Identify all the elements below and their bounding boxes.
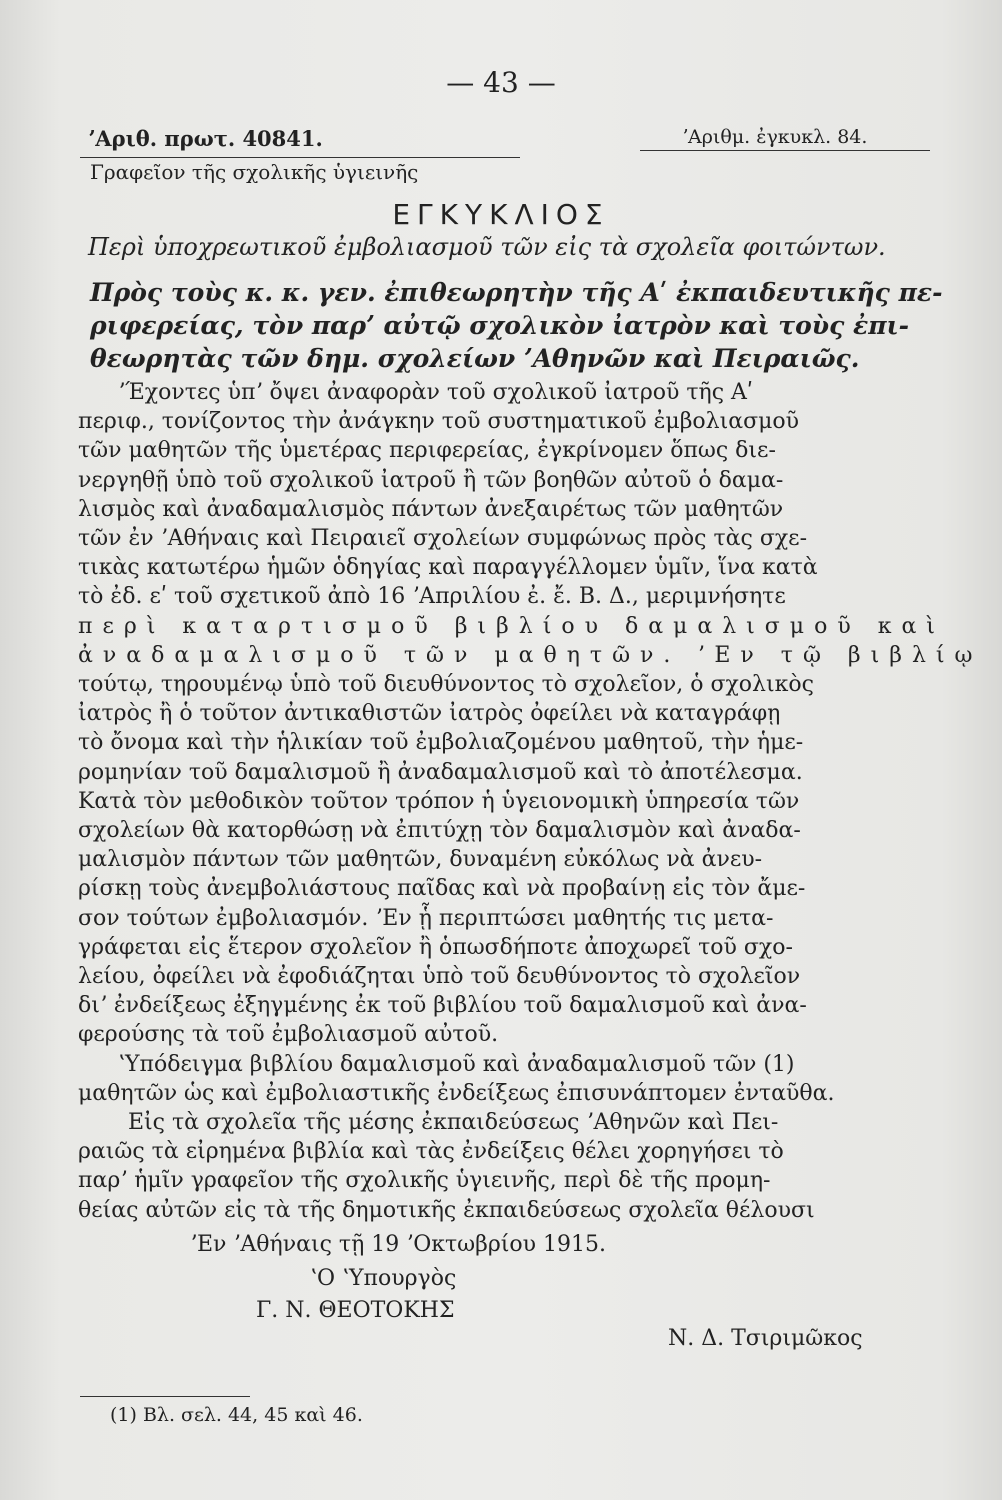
address-line: ριφερείας, τὸν παρʼ αὐτῷ σχολικὸν ἰατρὸν καὶ τοὺς ἐπι- bbox=[90, 311, 910, 340]
body-line: ʼΈχοντες ὑπʼ ὄψει ἀναφορὰν τοῦ σχολικοῦ ἰατροῦ τῆς Αʹ bbox=[118, 380, 754, 405]
body-line: γράφεται εἰς ἕτερον σχολεῖον ἢ ὁπωσδήποτε ἀποχωρεῖ τοῦ σχο- bbox=[78, 935, 793, 960]
body-line: σχολείων θὰ κατορθώσῃ νὰ ἐπιτύχῃ τὸν δαμαλισμὸν καὶ ἀναδα- bbox=[78, 818, 801, 843]
document-subject: Περὶ ὑποχρεωτικοῦ ἐμβολιασμοῦ τῶν εἰς τὰ σχολεῖα φοιτώντων. bbox=[88, 233, 886, 261]
footnote: (1) Βλ. σελ. 44, 45 καὶ 46. bbox=[110, 1404, 363, 1426]
body-line: νεργηθῇ ὑπὸ τοῦ σχολικοῦ ἰατροῦ ἢ τῶν βοηθῶν αὐτοῦ ὁ δαμα- bbox=[78, 468, 784, 493]
body-line: λείου, ὀφείλει νὰ ἐφοδιάζηται ὑπὸ τοῦ δευθύνοντος τὸ σχολεῖον bbox=[78, 964, 801, 989]
body-line: ἀναδαμαλισμοῦ τῶν μαθητῶν. ʼΕν τῷ βιβλίῳ bbox=[78, 643, 983, 668]
body-line: τὸ ὄνομα καὶ τὴν ἡλικίαν τοῦ ἐμβολιαζομένου μαθητοῦ, τὴν ἡμε- bbox=[78, 730, 804, 755]
protocol-number: ʼΑριθ. πρωτ. 40841. bbox=[88, 126, 323, 151]
circular-number: ʼΑριθμ. ἐγκυκλ. 84. bbox=[682, 126, 868, 148]
address-line: θεωρητὰς τῶν δημ. σχολείων ʼΑθηνῶν καὶ Πειραιῶς. bbox=[90, 344, 860, 373]
body-line: ʽΥπόδειγμα βιβλίου δαμαλισμοῦ καὶ ἀναδαμαλισμοῦ τῶν (1) bbox=[118, 1052, 795, 1077]
countersign: Ν. Δ. Τσιριμῶκος bbox=[668, 1326, 863, 1351]
header-rule-right bbox=[640, 150, 930, 151]
body-line: μαθητῶν ὡς καὶ ἐμβολιαστικῆς ἐνδείξεως ἐπισυνάπτομεν ἐνταῦθα. bbox=[78, 1081, 835, 1106]
minister-title: ʽΟ ʽΥπουργὸς bbox=[310, 1266, 457, 1291]
body-line: ρομηνίαν τοῦ δαμαλισμοῦ ἢ ἀναδαμαλισμοῦ καὶ τὸ ἀποτέλεσμα. bbox=[78, 760, 803, 785]
office-name: Γραφεῖον τῆς σχολικῆς ὑγιεινῆς bbox=[90, 160, 419, 184]
page-number: — 43 — bbox=[446, 66, 556, 99]
body-line: διʼ ἐνδείξεως ἐξηγμένης ἐκ τοῦ βιβλίου τοῦ δαμαλισμοῦ καὶ ἀνα- bbox=[78, 993, 807, 1018]
body-line: τῶν μαθητῶν τῆς ὑμετέρας περιφερείας, ἐγκρίνομεν ὅπως διε- bbox=[78, 438, 776, 463]
body-line: τῶν ἐν ʼΑθήναις καὶ Πειραιεῖ σχολείων συμφώνως πρὸς τὰς σχε- bbox=[78, 526, 807, 551]
body-line: μαλισμὸν πάντων τῶν μαθητῶν, δυναμένη εὐκόλως νὰ ἀνευ- bbox=[78, 847, 763, 872]
body-line: Κατὰ τὸν μεθοδικὸν τοῦτον τρόπον ἡ ὑγειονομικὴ ὑπηρεσία τῶν bbox=[78, 789, 800, 814]
document-heading: ΕΓΚΥΚΛΙΟΣ bbox=[392, 198, 610, 231]
body-line: ἰατρὸς ἢ ὁ τοῦτον ἀντικαθιστῶν ἰατρὸς ὀφείλει νὰ καταγράφῃ bbox=[78, 701, 781, 726]
minister-name: Γ. Ν. ΘΕΟΤΟΚΗΣ bbox=[256, 1298, 455, 1323]
body-line: παρʼ ἡμῖν γραφεῖον τῆς σχολικῆς ὑγιεινῆς, περὶ δὲ τῆς προμη- bbox=[78, 1168, 771, 1193]
body-line: τικὰς κατωτέρω ἡμῶν ὁδηγίας καὶ παραγγέλλομεν ὑμῖν, ἵνα κατὰ bbox=[78, 555, 818, 580]
body-line: περὶ καταρτισμοῦ βιβλίου δαμαλισμοῦ καὶ bbox=[78, 614, 945, 639]
body-line: λισμὸς καὶ ἀναδαμαλισμὸς πάντων ἀνεξαιρέτως τῶν μαθητῶν bbox=[78, 497, 784, 522]
body-line: Εἰς τὰ σχολεῖα τῆς μέσης ἐκπαιδεύσεως ʼΑθηνῶν καὶ Πει- bbox=[128, 1110, 779, 1135]
body-line: περιφ., τονίζοντος τὴν ἀνάγκην τοῦ συστηματικοῦ ἐμβολιασμοῦ bbox=[78, 409, 800, 434]
body-line: θείας αὐτῶν εἰς τὰ τῆς δημοτικῆς ἐκπαιδεύσεως σχολεῖα θέλουσι bbox=[78, 1198, 815, 1223]
footnote-rule bbox=[80, 1396, 250, 1397]
body-line: ραιῶς τὰ εἰρημένα βιβλία καὶ τὰς ἐνδείξεις θέλει χορηγήσει τὸ bbox=[78, 1139, 784, 1164]
date-line: ʼΕν ʼΑθήναις τῇ 19 ʼΟκτωβρίου 1915. bbox=[190, 1232, 606, 1257]
body-line: τὸ ἐδ. εʹ τοῦ σχετικοῦ ἀπὸ 16 ʼΑπριλίου ἐ. ἔ. Β. Δ., μεριμνήσητε bbox=[78, 584, 786, 609]
header-rule-left bbox=[80, 157, 520, 158]
body-line: σον τούτων ἐμβολιασμόν. ʼΕν ᾗ περιπτώσει μαθητής τις μετα- bbox=[78, 906, 774, 931]
body-line: ρίσκῃ τοὺς ἀνεμβολιάστους παῖδας καὶ νὰ προβαίνῃ εἰς τὸν ἄμε- bbox=[78, 876, 806, 901]
body-line: φερούσης τὰ τοῦ ἐμβολιασμοῦ αὐτοῦ. bbox=[78, 1022, 499, 1047]
address-line: Πρὸς τοὺς κ. κ. γεν. ἐπιθεωρητὴν τῆς Αʹ ἐκπαιδευτικῆς πε- bbox=[90, 278, 943, 307]
body-line: τούτῳ, τηρουμένῳ ὑπὸ τοῦ διευθύνοντος τὸ σχολεῖον, ὁ σχολικὸς bbox=[78, 672, 814, 697]
